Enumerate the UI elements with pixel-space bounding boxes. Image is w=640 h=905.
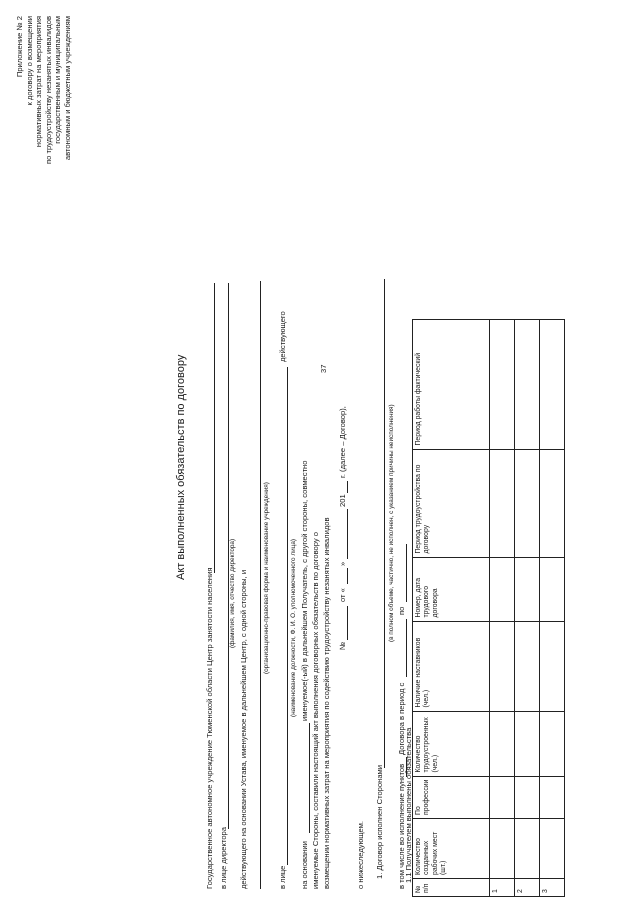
- header-created-workplaces: Количество созданных рабочих мест (шт.): [413, 819, 490, 879]
- body-line-3: действующего на основании Устава, именуемое в дальнейшем Центр, с одной стороны, и: [239, 569, 248, 889]
- table-cell: [540, 449, 565, 557]
- table-cell: [540, 819, 565, 879]
- appendix-line-2: к договору о возмещении: [24, 16, 34, 106]
- table-cell: 2: [515, 879, 540, 897]
- body-line-6b: именуемое(-ый) в дальнейшем Получатель, с другой стороны, совместно: [300, 460, 309, 721]
- table-cell: [540, 319, 565, 449]
- header-employment-period: Период трудоустройства по договору: [413, 449, 490, 557]
- document-title: Акт выполненных обязательств по договору: [175, 354, 187, 580]
- appendix-line-5: государственным и муниципальным: [53, 16, 63, 144]
- header-labor-contract: Номер, дата трудового договора: [413, 557, 490, 621]
- appendix-line-6: автономным и бюджетным учреждениям: [62, 16, 72, 161]
- appendix-line-1: Приложение № 2: [15, 16, 24, 78]
- line-contract-month: [347, 509, 348, 559]
- table-cell: [490, 621, 515, 711]
- table-cell: [540, 711, 565, 776]
- table-cell: [490, 819, 515, 879]
- clause-1-incl: в том числе во исполнение пунктов: [397, 763, 406, 889]
- table-cell: [490, 319, 515, 449]
- body-line-5b: действующего: [278, 311, 287, 362]
- director-name-hint: (фамилия, имя, отчество директора): [229, 538, 236, 648]
- appendix-line-3: нормативных затрат на мероприятия: [34, 16, 44, 148]
- contract-date-close: »: [338, 561, 347, 566]
- body-line-6a: на основании: [300, 841, 309, 889]
- table-row: [515, 319, 540, 896]
- obligations-table: [412, 319, 565, 897]
- line-institution: [260, 281, 261, 889]
- clause-1-text: 1. Договор исполнен Сторонами: [375, 764, 384, 879]
- table-cell: [540, 776, 565, 818]
- line-contract-number: [347, 606, 348, 640]
- table-cell: [515, 449, 540, 557]
- table-row: [490, 319, 515, 896]
- clause-1-period-label: Договора в период с: [397, 682, 406, 755]
- contract-year-prefix: 201: [338, 494, 347, 507]
- body-line-10: о нижеследующем.: [356, 821, 365, 889]
- table-cell: [515, 319, 540, 449]
- contract-date-open: от «: [338, 588, 347, 602]
- table-cell: [515, 621, 540, 711]
- line-contract-day: [347, 568, 348, 584]
- clause-1-1-text: 1.1 Получателем выполнены обязательства: [404, 727, 413, 883]
- table-cell: [490, 449, 515, 557]
- body-line-8: возмещении нормативных затрат на мероприятия по содействию трудоустройству незанятых инвалидов: [322, 517, 331, 889]
- body-line-5a: в лице: [278, 865, 287, 889]
- header-mentors: Наличие наставников (чел.): [413, 621, 490, 711]
- institution-hint: (организационно-правовая форма и наименование учреждения): [263, 482, 270, 674]
- table-header-row: [413, 319, 490, 896]
- line-org-name: [214, 283, 215, 573]
- line-clause-1-status: [384, 279, 385, 768]
- table-cell: [490, 557, 515, 621]
- line-contract-year: [347, 481, 348, 493]
- body-line-2: в лице директора: [219, 826, 228, 889]
- table-cell: [540, 557, 565, 621]
- table-row: [540, 319, 565, 896]
- representative-hint: (наименование должности, Ф. И. О. уполномоченного лица): [290, 538, 297, 717]
- header-num: № п/п: [413, 879, 490, 897]
- clause-1-hint: (в полном объеме, частично, не исполнен, с указанием причины неисполнения): [388, 404, 395, 642]
- contract-number-label: №: [338, 641, 347, 650]
- table-cell: [515, 557, 540, 621]
- appendix-block: [16, 16, 72, 256]
- line-basis: [309, 723, 310, 833]
- table-cell: [490, 776, 515, 818]
- body-line-1: Государственное автономное учреждение Тюменской области Центр занятости населения: [205, 567, 214, 889]
- table-cell: [490, 711, 515, 776]
- body-line-7: именуемые Стороны, составили настоящий акт выполнения договорных обязательств по договору о: [311, 531, 320, 889]
- header-employed-count: Количество трудоустроенных (чел.): [413, 711, 490, 776]
- line-representative: [287, 367, 288, 865]
- table-cell: [540, 621, 565, 711]
- appendix-line-4: по трудоустройству незанятых инвалидов: [43, 16, 53, 164]
- header-actual-period: Период работы фактический: [413, 319, 490, 449]
- table-cell: [515, 819, 540, 879]
- line-period-to: [406, 544, 407, 602]
- table-cell: 3: [540, 879, 565, 897]
- contract-date-suffix: г. (далее – Договор),: [338, 406, 347, 478]
- table-cell: [515, 776, 540, 818]
- table-cell: 1: [490, 879, 515, 897]
- page-number: 37: [319, 364, 328, 373]
- clause-1-period-to: по: [397, 606, 406, 615]
- line-period-from: [406, 619, 407, 677]
- table-cell: [515, 711, 540, 776]
- header-profession: По профессии: [413, 776, 490, 818]
